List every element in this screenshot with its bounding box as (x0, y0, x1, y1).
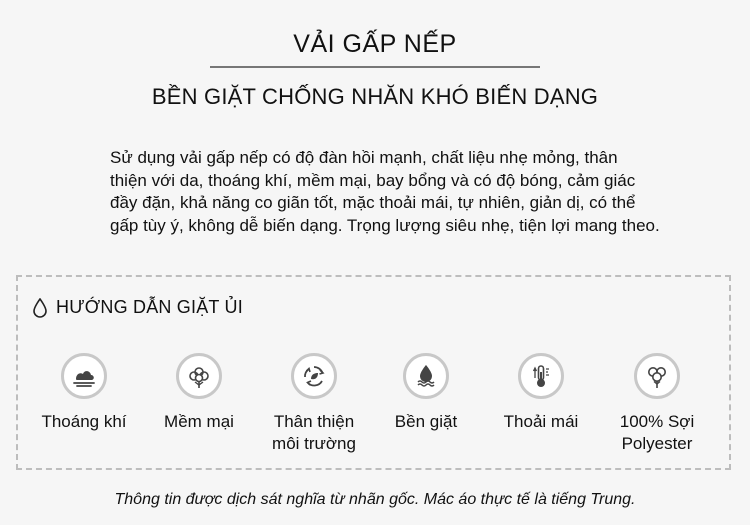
feature-label: 100% Sợi (619, 412, 695, 431)
feature-label: Thoải mái (503, 412, 579, 431)
feature-label: Thoáng khí (41, 412, 127, 431)
title-divider (210, 66, 540, 68)
feature-eco (254, 353, 374, 455)
feature-label: Bền giặt (394, 412, 458, 431)
feature-washable (366, 353, 486, 433)
feature-label: Thân thiện (273, 412, 355, 431)
cotton-flower-icon (176, 353, 222, 399)
feature-breathable (24, 353, 144, 433)
page-subtitle: BỀN GIẶT CHỐNG NHĂN KHÓ BIẾN DẠNG (151, 84, 599, 109)
breathable-icon (61, 353, 107, 399)
thermometer-icon (518, 353, 564, 399)
feature-soft (139, 353, 259, 433)
feature-polyester (597, 353, 717, 455)
feature-label-line2: môi trường (272, 434, 356, 453)
water-drop-icon (32, 298, 48, 318)
description-line: Sử dụng vải gấp nếp có độ đàn hồi mạnh, chất liệu nhẹ mỏng, thân (110, 148, 618, 167)
page-title: VẢI GẤP NẾP (293, 30, 457, 58)
description-line: đầy đặn, khả năng co giãn tốt, mặc thoải mái, tự nhiên, giản dị, có thể (110, 193, 636, 212)
cotton-boll-icon (634, 353, 680, 399)
description-line: gấp tùy ý, không dễ biến dạng. Trọng lượng siêu nhẹ, tiện lợi mang theo. (110, 215, 660, 235)
care-title: HƯỚNG DẪN GIẶT ỦI (56, 297, 243, 317)
feature-label-line2: Polyester (621, 434, 693, 453)
product-description (110, 147, 660, 237)
eco-recycle-icon (291, 353, 337, 399)
description-line: thiện với da, thoáng khí, mềm mại, bay bổng và có độ bóng, cảm giác (110, 170, 636, 190)
feature-label: Mềm mại (164, 412, 234, 431)
care-heading (32, 297, 243, 318)
water-wash-icon (403, 353, 449, 399)
feature-comfortable (481, 353, 601, 433)
translation-note: Thông tin được dịch sát nghĩa từ nhãn gốc. Mác áo thực tế là tiếng Trung. (114, 491, 636, 508)
